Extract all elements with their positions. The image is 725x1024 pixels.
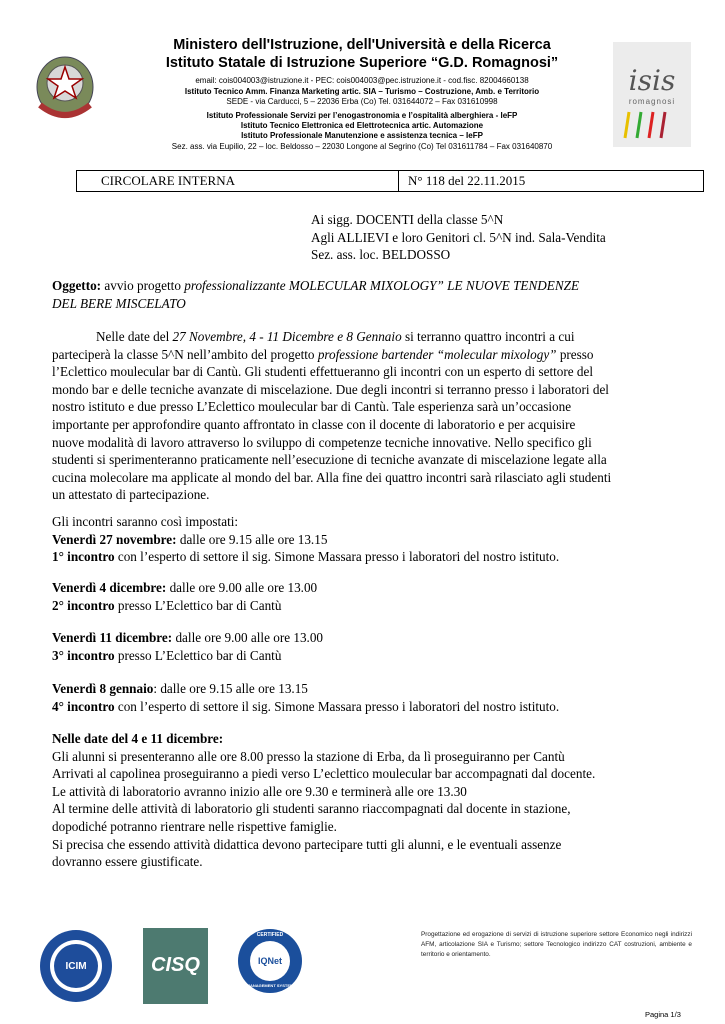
circolare-box — [76, 170, 704, 192]
schedule-number: 1° incontro — [52, 549, 115, 565]
schedule-time: dalle ore 9.00 alle ore 13.00 — [172, 630, 324, 645]
recipient-line: Sez. ass. loc. BELDOSSO — [311, 247, 451, 263]
body-line: studenti si sperimenteranno praticamente nell’esecuzione di tecniche avanzate di miscelazione legate alla — [52, 452, 607, 468]
notes-line: Al termine delle attività di laboratorio gli studenti saranno riaccompagnati dal docente in stazione, — [52, 801, 571, 817]
body-line: un attestato di partecipazione. — [52, 487, 210, 503]
school-title: Istituto Statale di Istruzione Superiore “G.D. Romagnosi” — [165, 55, 559, 71]
body-line: cucina molecolare ma applicate al mondo del bar. Alla fine dei quattro incontri sarà rilasciato agli studenti — [52, 469, 612, 485]
circolare-label: CIRCOLARE INTERNA — [77, 171, 399, 191]
notes-line: Si precisa che essendo attività didattica devono partecipare tutti gli alunni, e le eventuali assenze — [52, 836, 562, 852]
icim-logo — [38, 928, 114, 1004]
body-line: mondo bar e delle tecniche avanzate di miscelazione. Due degli incontri si terranno presso i laboratori del — [52, 381, 609, 397]
body-line: nostro istituto e due presso L’Eclettico moulecular bar di Cantù. Tale esperienza sarà un’occasione — [52, 399, 572, 415]
schedule-item — [52, 680, 559, 715]
schedule-where: con l’esperto di settore il sig. Simone Massara presso i laboratori del nostro istituto. — [114, 698, 560, 714]
notes-heading: Nelle date del 4 e 11 dicembre: — [52, 731, 224, 746]
icim-logo-text: ICIM — [65, 961, 87, 972]
institute-line-1: Istituto Tecnico Amm. Finanza Marketing artic. SIA – Turismo – Costruzione, Amb. e Territorio — [184, 87, 540, 96]
isis-logo-sub: romagnosi — [628, 97, 676, 106]
schedule-day: Venerdì 11 dicembre: — [52, 630, 173, 645]
circolare-number: N° 118 del 22.11.2015 — [408, 173, 526, 188]
institute-line-2: Istituto Professionale Servizi per l’enogastronomia e l’ospitalità alberghiera - IeFP — [206, 111, 518, 120]
iqnet-certified-text: CERTIFIED — [256, 932, 284, 938]
schedule-where: con l’esperto di settore il sig. Simone Massara presso i laboratori del nostro istituto. — [114, 549, 560, 565]
notes-line: Le attività di laboratorio avranno inizio alle ore 9.30 e terminerà alle ore 13.30 — [52, 783, 467, 799]
recipient-line: Agli ALLIEVI e loro Genitori cl. 5^N ind. Sala-Vendita — [311, 229, 606, 245]
body-line: l’Eclettico moulecular bar di Cantù. Gli studenti effettueranno gli incontri con un esperto di settore del — [52, 364, 594, 380]
notes-line: dopodiché potranno rientrare nelle rispettive famiglie. — [52, 818, 337, 834]
body-text: parteciperà la classe 5^N nell’ambito del progetto — [52, 346, 318, 362]
body-paragraph — [52, 328, 672, 504]
cisq-logo-text: CISQ — [151, 954, 200, 976]
isis-logo — [613, 42, 691, 147]
footer-certification-text: Progettazione ed erogazione di servizi di istruzione superiore settore Economico negli indirizzi AFM, articolazione SIA e Turismo; settore Tecnologico indirizzo CAT costruzioni, ambiente e territorio e orientamento. — [421, 931, 692, 958]
schedule-intro: Gli incontri saranno così impostati: — [52, 514, 239, 529]
oggetto-label: Oggetto: — [52, 278, 102, 293]
body-line: nuove modalità di lavoro attraverso lo sviluppo di competenze tecniche innovative. Nello specifico gli — [52, 434, 592, 450]
isis-logo-strokes — [623, 110, 683, 140]
oggetto-title-2: DEL BERE MISCELATO — [52, 295, 186, 311]
notes-line: dovranno essere giustificate. — [52, 854, 203, 870]
sede-line-1: SEDE - via Carducci, 5 – 22036 Erba (Co) Tel. 031644072 – Fax 031610998 — [226, 97, 498, 106]
iqnet-logo — [237, 928, 303, 994]
recipient-line: Ai sigg. DOCENTI della classe 5^N — [311, 212, 504, 227]
notes-line: Arrivati al capolinea proseguiranno a piedi verso L’eclettico moulecular bar accompagnati dal docente. — [52, 766, 596, 782]
recipients — [311, 211, 606, 264]
oggetto — [52, 277, 579, 312]
sede-line-2: Sez. ass. via Eupilio, 22 – loc. Beldosso – 22030 Longone al Segrino (Co) Tel 031611784 – Fax 031640870 — [171, 142, 553, 151]
schedule-item — [52, 629, 323, 664]
school-contacts: email: cois004003@istruzione.it - PEC: cois004003@pec.istruzione.it - cod.fisc. 82004660138 — [195, 76, 529, 85]
schedule-day: Venerdì 27 novembre: — [52, 531, 177, 547]
ministry-title: Ministero dell'Istruzione, dell'Università e della Ricerca — [173, 37, 551, 53]
cisq-logo — [143, 928, 208, 1004]
notes-line: Gli alunni si presenteranno alle ore 8.00 presso la stazione di Erba, da lì proseguiranno per Cantù — [52, 748, 565, 764]
iqnet-mgmt-text: MANAGEMENT SYSTEM — [246, 983, 294, 988]
schedule-day: Venerdì 8 gennaio — [52, 681, 154, 696]
schedule-time: : dalle ore 9.15 alle ore 13.15 — [153, 681, 308, 696]
schedule — [52, 513, 559, 566]
body-text: presso — [556, 346, 594, 362]
schedule-time: dalle ore 9.00 alle ore 13.00 — [166, 580, 318, 595]
notes — [52, 730, 672, 871]
institute-line-3: Istituto Tecnico Elettronica ed Elettrotecnica artic. Automazione — [240, 121, 484, 130]
schedule-number: 4° incontro — [52, 698, 115, 714]
schedule-item — [52, 579, 317, 614]
body-dates: 27 Novembre, 4 - 11 Dicembre e 8 Gennaio — [172, 329, 402, 344]
schedule-number: 2° incontro — [52, 597, 115, 613]
republic-emblem — [32, 43, 98, 123]
page-number: Pagina 1/3 — [645, 1010, 681, 1019]
schedule-number: 3° incontro — [52, 647, 115, 663]
body-text: si terranno quattro incontri a cui — [401, 329, 575, 344]
institute-line-4: Istituto Professionale Manutenzione e assistenza tecnica – IeFP — [241, 131, 483, 140]
schedule-time: dalle ore 9.15 alle ore 13.15 — [176, 531, 328, 547]
iqnet-logo-text: IQNet — [257, 956, 282, 966]
schedule-day: Venerdì 4 dicembre: — [52, 580, 167, 595]
oggetto-pre: avvio progetto — [101, 278, 185, 293]
body-text: Nelle date del — [96, 329, 173, 344]
isis-logo-text: isis — [628, 64, 676, 97]
schedule-where: presso L’Eclettico bar di Cantù — [114, 597, 282, 613]
body-line: importante per approfondire quanto affrontato in classe con il docente di laboratorio e per acquisire — [52, 416, 576, 432]
body-project: professione bartender “molecular mixology” — [317, 346, 557, 362]
schedule-where: presso L’Eclettico bar di Cantù — [114, 647, 282, 663]
oggetto-title-1: professionalizzante MOLECULAR MIXOLOGY” LE NUOVE TENDENZE — [184, 278, 580, 293]
